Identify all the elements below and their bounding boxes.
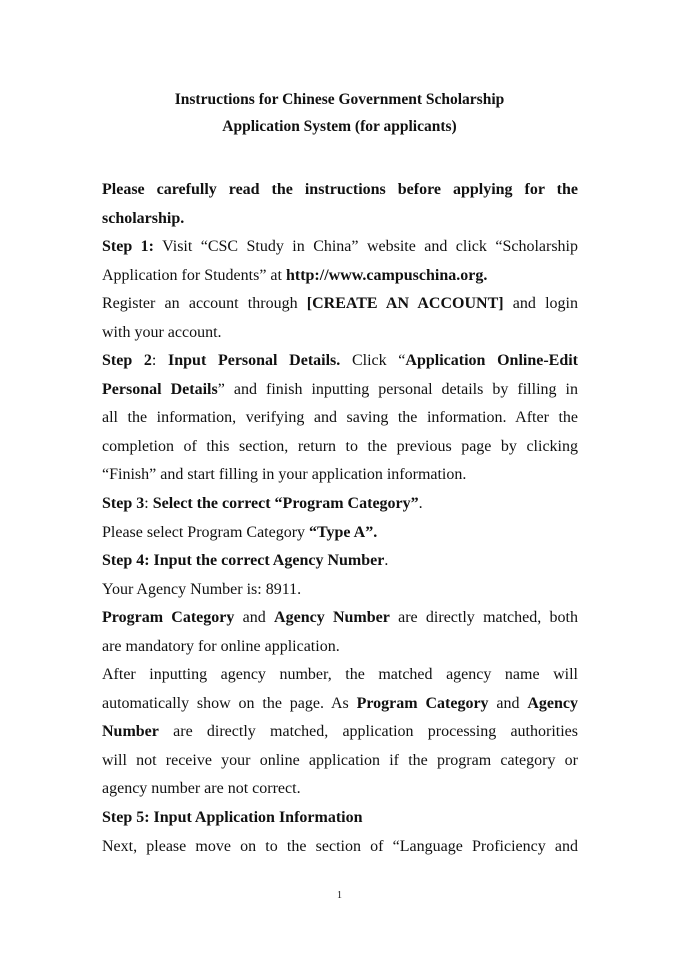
text-line bbox=[102, 205, 578, 234]
text: with your account. bbox=[102, 323, 222, 341]
bold-text: Step 2 bbox=[102, 352, 152, 370]
document-title-line-2: Application System (for applicants) bbox=[222, 118, 457, 135]
text-line bbox=[102, 718, 578, 747]
text-line bbox=[102, 747, 578, 776]
text-line bbox=[102, 576, 578, 605]
text: : bbox=[144, 495, 153, 513]
text-line bbox=[102, 461, 578, 490]
text: Visit “CSC Study in China” website and click “Scholarship bbox=[154, 238, 578, 256]
text: ” and finish inputting personal details by filling in bbox=[217, 380, 578, 398]
text: and bbox=[234, 609, 275, 627]
text: Click “ bbox=[340, 352, 406, 370]
text: Please select Program Category bbox=[102, 523, 310, 541]
text-line bbox=[102, 433, 578, 462]
bold-text: “Type A”. bbox=[309, 523, 378, 541]
bold-text: Step 3 bbox=[102, 495, 145, 513]
text: Next, please move on to the section of “Language Proficiency and bbox=[102, 837, 578, 855]
text-line bbox=[102, 376, 578, 405]
text-line bbox=[102, 262, 578, 291]
text-line bbox=[102, 833, 578, 862]
text: are mandatory for online application. bbox=[102, 637, 340, 655]
text-line bbox=[102, 290, 578, 319]
text: and login bbox=[503, 295, 578, 313]
text: and bbox=[488, 694, 528, 712]
text: all the information, verifying and saving the information. After the bbox=[102, 409, 578, 427]
bold-text: Program Category bbox=[356, 694, 489, 712]
text-line bbox=[102, 633, 578, 662]
text: automatically show on the page. As bbox=[102, 694, 357, 712]
bold-text: Program Category bbox=[102, 609, 235, 627]
text-line bbox=[102, 319, 578, 348]
bold-text: [CREATE AN ACCOUNT] bbox=[306, 295, 504, 313]
text-line bbox=[102, 804, 578, 833]
text: . bbox=[384, 552, 389, 570]
text: After inputting agency number, the matched agency name will bbox=[102, 666, 578, 684]
text: : bbox=[151, 352, 169, 370]
text: are directly matched, both bbox=[389, 609, 578, 627]
text: Register an account through bbox=[102, 295, 307, 313]
text: “Finish” and start filling in your application information. bbox=[102, 466, 467, 484]
document-body bbox=[102, 176, 578, 861]
text-line bbox=[102, 490, 578, 519]
bold-text: Step 5: Input Application Information bbox=[102, 809, 363, 827]
text: agency number are not correct. bbox=[102, 780, 301, 798]
text-line bbox=[102, 519, 578, 548]
text-line bbox=[102, 690, 578, 719]
bold-text: http://www.campuschina.org. bbox=[285, 266, 488, 284]
text: are directly matched, application processing authorities bbox=[158, 723, 578, 741]
text: completion of this section, return to the previous page by clicking bbox=[102, 437, 578, 455]
text-line bbox=[102, 604, 578, 633]
text: Your Agency Number is: 8911. bbox=[102, 580, 302, 598]
text-line bbox=[102, 775, 578, 804]
text: will not receive your online application if the program category or bbox=[102, 751, 578, 769]
text-line bbox=[102, 547, 578, 576]
bold-text: Agency bbox=[527, 694, 578, 712]
text: Application for Students” at bbox=[102, 266, 286, 284]
text: . bbox=[418, 495, 423, 513]
bold-text: Input Personal Details. bbox=[168, 352, 341, 370]
text-line bbox=[102, 347, 578, 376]
bold-text: Personal Details bbox=[102, 380, 218, 398]
bold-text: Step 4: Input the correct Agency Number bbox=[102, 552, 385, 570]
bold-text: Application Online-Edit bbox=[405, 352, 578, 370]
text-line bbox=[102, 404, 578, 433]
text-line bbox=[102, 176, 578, 205]
bold-text: scholarship. bbox=[102, 209, 185, 227]
text-line bbox=[102, 661, 578, 690]
bold-text: Number bbox=[102, 723, 159, 741]
page-number: 1 bbox=[337, 890, 342, 901]
bold-text: Please carefully read the instructions before applying for the bbox=[102, 181, 578, 198]
bold-text: Select the correct “Program Category” bbox=[152, 495, 419, 513]
text-line bbox=[102, 233, 578, 262]
bold-text: Agency Number bbox=[274, 609, 390, 627]
bold-text: Step 1: bbox=[102, 238, 154, 256]
document-title-line-1: Instructions for Chinese Government Scholarship bbox=[174, 91, 505, 108]
